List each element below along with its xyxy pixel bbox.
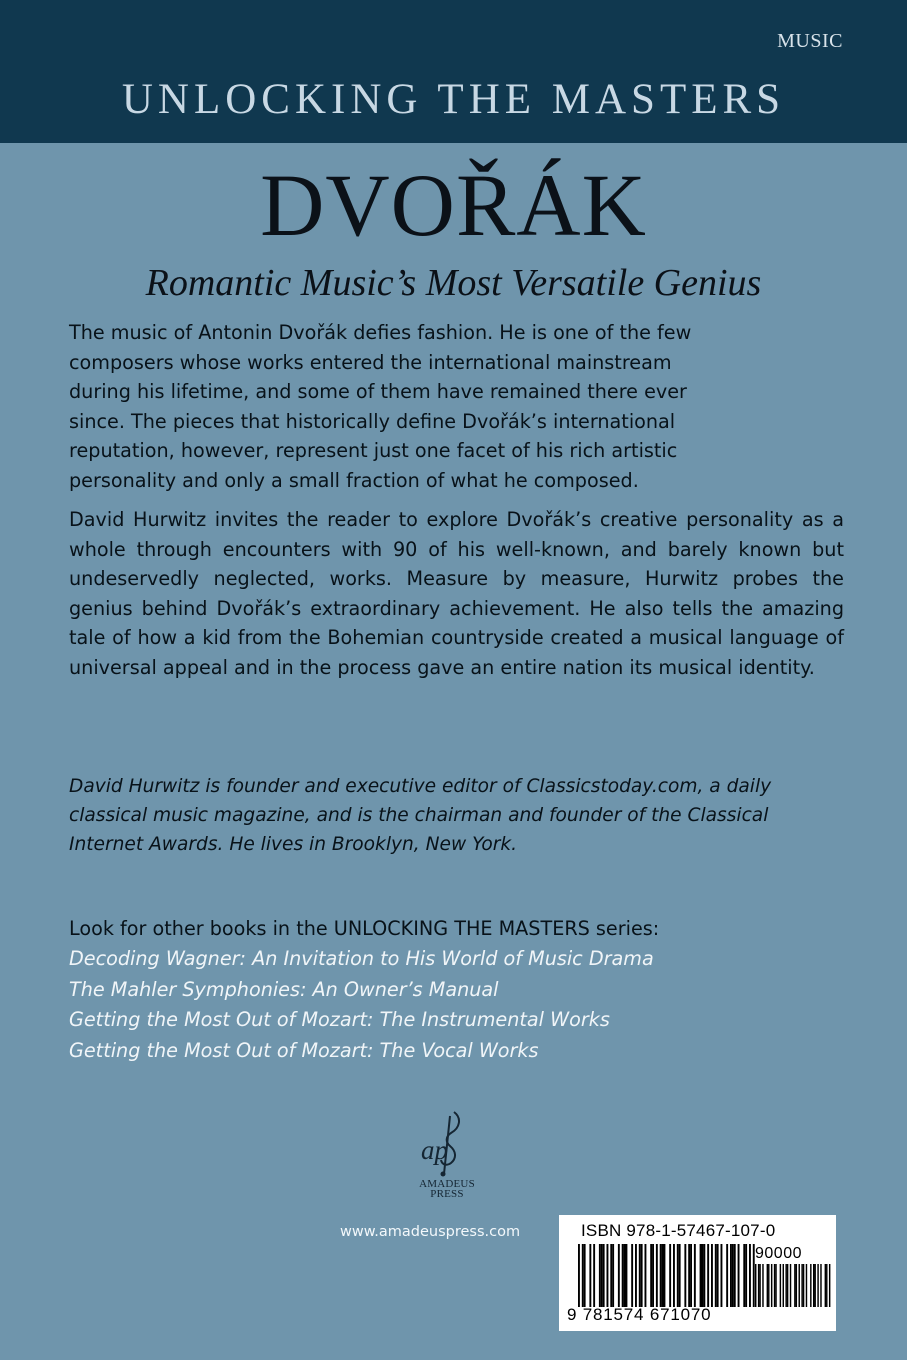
price-code: 90000: [755, 1245, 802, 1262]
series-book-list: [69, 944, 829, 1066]
barcode-addon-bar: [794, 1264, 795, 1307]
isbn-barcode: [559, 1215, 836, 1331]
barcode-main-bar: [730, 1244, 732, 1307]
amadeus-press-logo-icon: [402, 1108, 492, 1180]
barcode-addon-bar: [826, 1264, 827, 1307]
barcode-main-bar: [690, 1244, 692, 1307]
barcode-main-bar: [749, 1244, 751, 1307]
barcode-main-bar: [734, 1244, 736, 1307]
barcode-addon-bar: [813, 1264, 814, 1307]
barcode-addon-bar: [771, 1264, 772, 1307]
barcode-main-bar: [679, 1244, 681, 1307]
barcode-main-bar: [622, 1244, 624, 1307]
barcode-main-bar: [711, 1244, 713, 1307]
barcode-addon-bar: [799, 1264, 800, 1307]
barcode-main-bar: [626, 1244, 628, 1307]
barcode-addon-bar: [803, 1264, 804, 1307]
barcode-addon-bar: [801, 1264, 802, 1307]
barcode-addon-bar: [787, 1264, 788, 1307]
description-paragraph-1: The music of Antonin Dvořák defies fashion. He is one of the few composers whose works entered the international mainstream during his lifetime, and some of them have remained there ever since. The pieces that historically define Dvořák’s international reputation, however, represent just one facet of his rich artistic personality and only a small fraction of what he composed.: [69, 321, 692, 492]
barcode-main-bar: [738, 1244, 740, 1307]
barcode-main-bar: [593, 1244, 595, 1307]
barcode-main-bar: [732, 1244, 734, 1307]
barcode-main-bar: [584, 1244, 586, 1307]
description-paragraph-2: David Hurwitz invites the reader to explore Dvořák’s creative personality as a whole through encounters with 90 of his well-known, and barely known but undeservedly neglected, works. Measure by measure, Hurwitz probes the genius behind Dvořák’s extraordinary achievement. He also tells the amazing tale of how a kid from the Bohemian countryside created a musical language of universal appeal and in the process gave an entire nation its musical identity.: [69, 508, 844, 679]
barcode-main-bar: [618, 1244, 620, 1307]
barcode-main-bar: [707, 1244, 709, 1307]
barcode-addon-bar: [796, 1264, 797, 1307]
barcode-main-bar: [631, 1244, 633, 1307]
barcode-main-bar: [677, 1244, 679, 1307]
barcode-main-bar: [684, 1244, 686, 1307]
barcode-main-bar: [610, 1244, 612, 1307]
barcode-number: 9 781574 671070: [567, 1305, 712, 1324]
barcode-main-bar: [715, 1244, 717, 1307]
barcode-main-bar: [656, 1244, 658, 1307]
publisher-name-line-2: PRESS: [430, 1188, 464, 1200]
barcode-main-bar: [662, 1244, 664, 1307]
barcode-addon-bar: [755, 1264, 756, 1307]
series-heading: Look for other books in the UNLOCKING THE MASTERS series:: [69, 917, 660, 940]
barcode-addon-bar: [825, 1264, 826, 1307]
barcode-main-bar: [745, 1244, 747, 1307]
barcode-addon-bar: [774, 1264, 775, 1307]
barcode-main-bar: [652, 1244, 654, 1307]
barcode-main-bar: [645, 1244, 647, 1307]
series-book-item: Getting the Most Out of Mozart: The Instrumental Works: [69, 1008, 610, 1031]
barcode-main-bar: [612, 1244, 614, 1307]
barcode-main-bar: [624, 1244, 626, 1307]
book-subtitle: Romantic Music’s Most Versatile Genius: [145, 262, 762, 304]
barcode-main-bar: [603, 1244, 605, 1307]
barcode-addon-bar: [780, 1264, 781, 1307]
barcode-main-bar: [673, 1244, 675, 1307]
barcode-addon-bar: [820, 1264, 821, 1307]
barcode-addon-bar: [759, 1264, 760, 1307]
barcode-addon-bar: [768, 1264, 769, 1307]
barcode-addon-bar: [810, 1264, 811, 1307]
barcode-main-bar: [717, 1244, 719, 1307]
barcode-addon-bar: [783, 1264, 784, 1307]
book-title: DVOŘÁK: [260, 157, 647, 255]
publisher-website: www.amadeuspress.com: [340, 1224, 521, 1240]
series-book-item: Decoding Wagner: An Invitation to His World of Music Drama: [69, 947, 654, 970]
barcode-addon-bar: [817, 1264, 818, 1307]
barcode-addon-bar: [775, 1264, 776, 1307]
barcode-main-bar: [582, 1244, 584, 1307]
barcode-main-bar: [726, 1244, 728, 1307]
barcode-main-bar: [702, 1244, 704, 1307]
barcode-main-bar: [650, 1244, 652, 1307]
barcode-main-bar: [743, 1244, 745, 1307]
barcode-addon-bar: [762, 1264, 763, 1307]
barcode-addon-bar: [829, 1264, 830, 1307]
barcode-main-bar: [753, 1244, 755, 1307]
barcode-main-bar: [641, 1244, 643, 1307]
barcode-main-bar: [688, 1244, 690, 1307]
barcode-main-bar: [703, 1244, 705, 1307]
publisher-monogram: ap: [421, 1135, 448, 1165]
barcode-main-bar: [660, 1244, 662, 1307]
isbn-text: ISBN 978-1-57467-107-0: [581, 1221, 776, 1240]
barcode-main-bar: [607, 1244, 609, 1307]
category-label: MUSIC: [777, 30, 843, 52]
barcode-main-bar: [635, 1244, 637, 1307]
barcode-main-bar: [578, 1244, 580, 1307]
barcode-main-bar: [694, 1244, 696, 1307]
author-bio: David Hurwitz is founder and executive editor of Classicstoday.com, a daily classical music magazine, and is the chairman and founder of the Classical Internet Awards. He lives in Brooklyn, New York.: [69, 776, 772, 855]
barcode-main-bar: [700, 1244, 702, 1307]
barcode-main-bar: [639, 1244, 641, 1307]
barcode-main-bar: [721, 1244, 723, 1307]
series-book-item: Getting the Most Out of Mozart: The Vocal Works: [69, 1038, 539, 1062]
barcode-addon-bar: [806, 1264, 807, 1307]
barcode-main-bar: [601, 1244, 603, 1307]
publisher-logo: [372, 1108, 522, 1216]
series-title: UNLOCKING THE MASTERS: [121, 76, 786, 123]
barcode-addon-bar: [785, 1264, 786, 1307]
barcode-addon-bar: [758, 1264, 759, 1307]
publisher-name-line-1: AMADEUS: [419, 1178, 475, 1190]
barcode-main-bar: [669, 1244, 671, 1307]
barcode-addon-bar: [814, 1264, 815, 1307]
series-book-item: The Mahler Symphonies: An Owner’s Manual: [69, 977, 499, 1001]
barcode-main-bar: [599, 1244, 601, 1307]
barcode-addon-bar: [790, 1264, 791, 1307]
barcode-addon-bar: [767, 1264, 768, 1307]
barcode-main-bar: [589, 1244, 591, 1307]
barcode-main-bar: [664, 1244, 666, 1307]
